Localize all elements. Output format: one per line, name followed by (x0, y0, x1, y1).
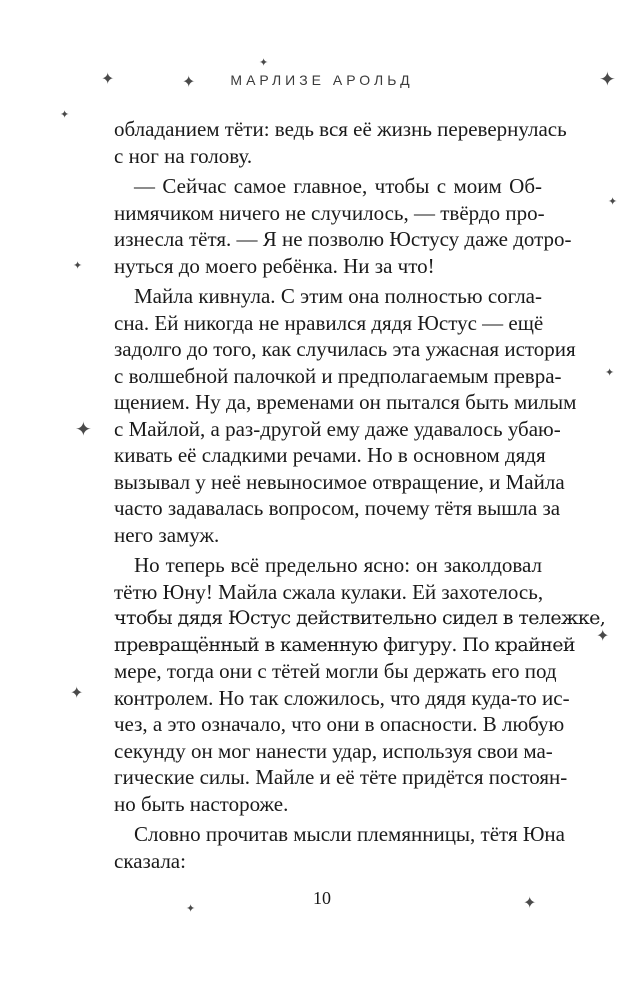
text-line: но быть настороже. (114, 791, 289, 816)
text-line: Майла кивнула. С этим она полностью согла- (134, 284, 542, 308)
sparkle-star-icon: ✦ (596, 628, 610, 645)
sparkle-star-icon: ✦ (605, 367, 615, 379)
text-line: Словно прочитав мысли племянницы, тётя Юна (134, 822, 565, 846)
sparkle-star-icon: ✦ (182, 74, 196, 91)
sparkle-star-icon: ✦ (523, 895, 537, 912)
text-line: мере, тогда они с тётей могли бы держать его под (114, 659, 557, 683)
sparkle-star-icon: ✦ (186, 903, 196, 915)
page-body-text (114, 116, 606, 874)
text-line: превращённый в каменную фигуру. По крайней (114, 633, 575, 656)
text-line: сказала: (114, 848, 186, 873)
text-line: задолго до того, как случилась эта ужасная история (114, 337, 576, 361)
page-number: 10 (313, 888, 331, 908)
running-header-author: МАРЛИЗЕ АРОЛЬД (230, 72, 414, 88)
text-line: Но теперь всё предельно ясно: он заколдовал (134, 553, 542, 577)
text-line: кивать её сладкими речами. Но в основном дядя (114, 443, 546, 467)
text-line: с ног на голову. (114, 143, 253, 168)
text-line: гические силы. Майле и её тёте придётся постоян- (114, 765, 568, 789)
text-line: него замуж. (114, 522, 220, 547)
text-line: секунду он мог нанести удар, используя свои ма- (114, 738, 553, 763)
text-line: вызывал у неё невыносимое отвращение, и Майла (114, 469, 565, 494)
sparkle-star-icon: ✦ (259, 57, 269, 69)
text-line: чтобы дядя Юстус действительно сидел в тележке, (114, 607, 606, 629)
text-line: — Сейчас самое главное, чтобы с моим Об- (134, 174, 542, 198)
sparkle-star-icon: ✦ (101, 71, 115, 88)
text-line: тётю Юну! Майла сжала кулаки. Ей захотелось, (114, 579, 544, 604)
sparkle-star-icon: ✦ (599, 69, 616, 91)
text-line: нуться до моего ребёнка. Ни за что! (114, 253, 435, 278)
sparkle-star-icon: ✦ (608, 196, 618, 208)
text-line: с Майлой, а раз-другой ему даже удавалось убаю- (114, 416, 561, 441)
text-line: сна. Ей никогда не нравился дядя Юстус — ещё (114, 310, 544, 335)
sparkle-star-icon: ✦ (73, 260, 83, 272)
sparkle-star-icon: ✦ (75, 419, 92, 441)
text-line: обладанием тёти: ведь вся её жизнь перевернулась (114, 117, 567, 141)
text-line: нимячиком ничего не случилось, — твёрдо про- (114, 200, 545, 225)
text-line: часто задавалась вопросом, почему тётя вышла за (114, 496, 561, 520)
sparkle-star-icon: ✦ (70, 685, 84, 702)
text-line: щением. Ну да, временами он пытался быть милым (114, 390, 577, 414)
text-line: чез, а это означало, что они в опасности. В любую (114, 712, 565, 736)
text-line: изнесла тётя. — Я не позволю Юстусу даже дотро- (114, 227, 572, 251)
sparkle-star-icon: ✦ (60, 109, 70, 121)
text-line: с волшебной палочкой и предполагаемым превра- (114, 363, 562, 388)
text-line: контролем. Но так сложилось, что дядя куда-то ис- (114, 685, 570, 710)
